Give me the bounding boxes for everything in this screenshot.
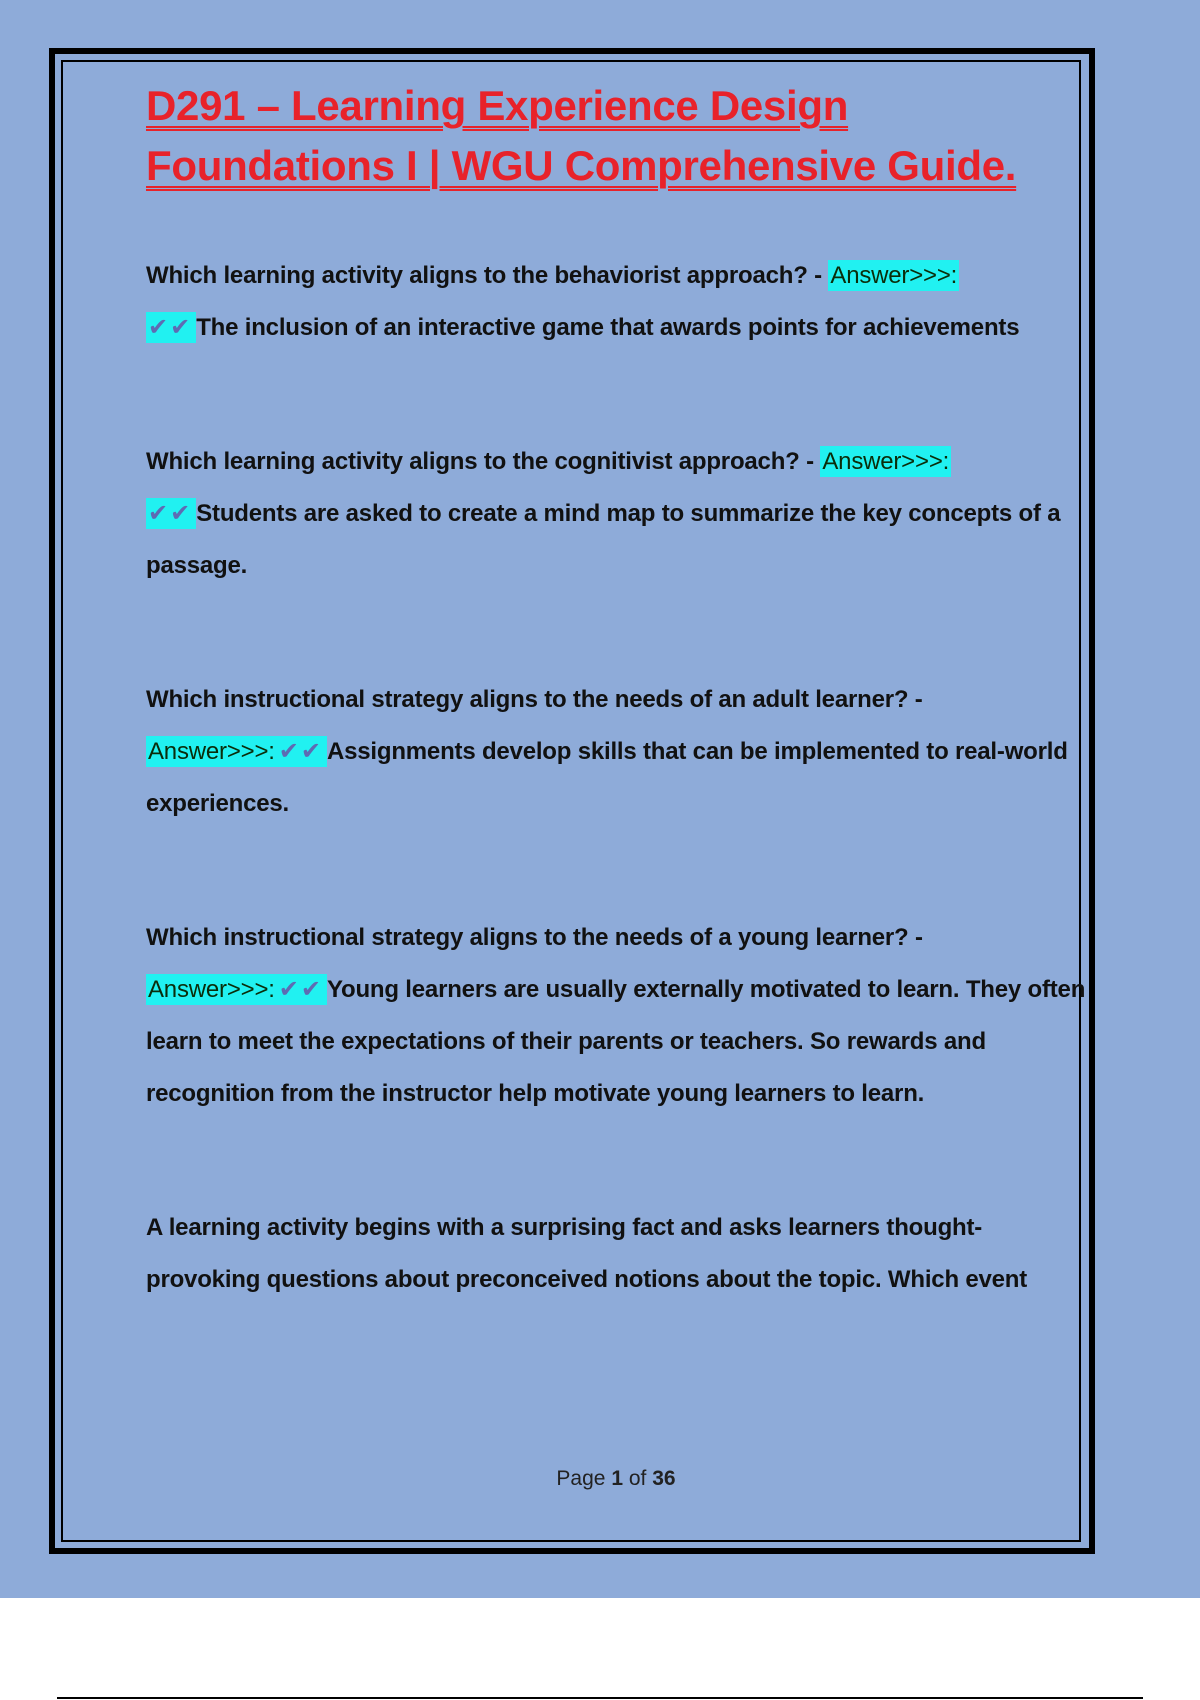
page-total: 36 bbox=[652, 1467, 676, 1490]
page-label: Page bbox=[556, 1467, 606, 1490]
question-1 bbox=[146, 250, 1096, 354]
question-text: Which learning activity aligns to the cognitivist approach? - bbox=[146, 448, 821, 475]
answer-label: Answer>>>: bbox=[148, 738, 275, 765]
check-mark-icon: ✔✔ bbox=[277, 974, 327, 1005]
check-mark-icon: ✔✔ bbox=[277, 736, 327, 767]
check-mark-icon: ✔✔ bbox=[146, 498, 196, 529]
document-title bbox=[146, 76, 1096, 196]
title-line-1: D291 – Learning Experience Design bbox=[146, 82, 849, 129]
question-text: Which instructional strategy aligns to the needs of an adult learner? - bbox=[146, 686, 923, 713]
page-number bbox=[0, 1467, 1200, 1491]
page-of: of bbox=[628, 1467, 647, 1490]
answer-text: The inclusion of an interactive game that awards points for achievements bbox=[196, 314, 1020, 341]
answer-text: Young learners are usually externally motivated to learn. They often learn to meet the expectations of their parents or teachers. So rewards and recognition from the instructor help motivate young learners to learn. bbox=[146, 976, 1086, 1107]
answer-label: Answer>>>: bbox=[148, 976, 275, 1003]
question-4 bbox=[146, 912, 1096, 1120]
page-content bbox=[146, 76, 1096, 1306]
answer-label: Answer>>>: bbox=[830, 262, 958, 289]
question-text: A learning activity begins with a surprising fact and asks learners thought-provoking questions about preconceived notions about the topic. Which event bbox=[146, 1214, 1028, 1293]
answer-label: Answer>>>: bbox=[822, 448, 950, 475]
footer-divider bbox=[57, 1697, 1143, 1699]
question-2 bbox=[146, 436, 1096, 592]
answer-text: Assignments develop skills that can be implemented to real-world experiences. bbox=[146, 738, 1068, 817]
question-3 bbox=[146, 674, 1096, 830]
question-text: Which instructional strategy aligns to the needs of a young learner? - bbox=[146, 924, 923, 951]
page-current: 1 bbox=[611, 1467, 623, 1490]
check-mark-icon: ✔✔ bbox=[146, 312, 196, 343]
answer-text: Students are asked to create a mind map to summarize the key concepts of a passage. bbox=[146, 500, 1061, 579]
title-line-2: Foundations I | WGU Comprehensive Guide. bbox=[146, 142, 1017, 189]
question-text: Which learning activity aligns to the behaviorist approach? - bbox=[146, 262, 829, 289]
question-5 bbox=[146, 1202, 1096, 1306]
question-list bbox=[146, 250, 1096, 1306]
